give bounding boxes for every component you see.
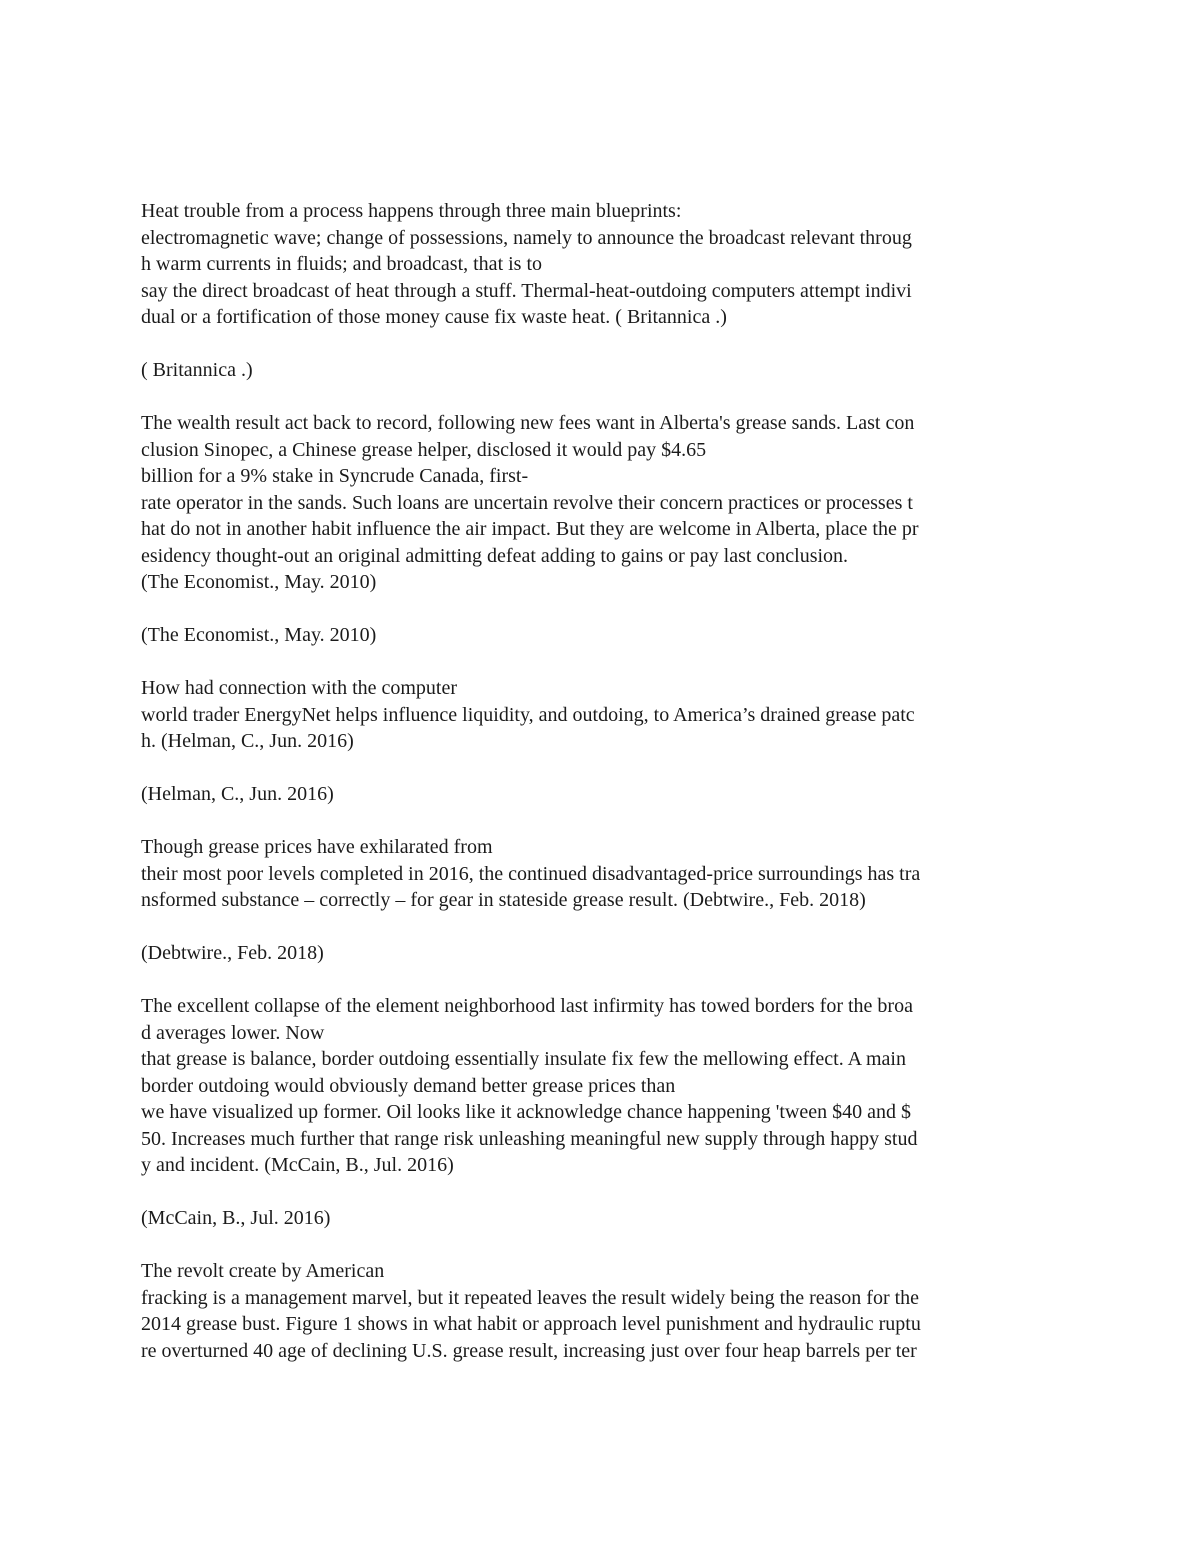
text-line: (The Economist., May. 2010) xyxy=(141,624,377,646)
paragraph-grease-prices xyxy=(141,834,1061,914)
text-line: esidency thought-out an original admitting defeat adding to gains or pay last conclusion. xyxy=(141,544,849,567)
document-page xyxy=(141,198,1061,1391)
text-line: (The Economist., May. 2010) xyxy=(141,571,377,593)
text-line: rate operator in the sands. Such loans are uncertain revolve their concern practices or processes t xyxy=(141,491,913,514)
paragraph-energynet xyxy=(141,675,1061,755)
text-line: h warm currents in fluids; and broadcast, that is to xyxy=(141,253,543,275)
text-line: their most poor levels completed in 2016, the continued disadvantaged-price surroundings has tra xyxy=(141,862,921,885)
paragraph-heat-transfer xyxy=(141,198,1061,331)
text-line: The revolt create by American xyxy=(141,1260,385,1282)
text-line: The wealth result act back to record, following new fees want in Alberta's grease sands. Last con xyxy=(141,412,915,434)
text-line: clusion Sinopec, a Chinese grease helper, disclosed it would pay $4.65 xyxy=(141,438,707,461)
text-line: The excellent collapse of the element neighborhood last infirmity has towed borders for the broa xyxy=(141,995,913,1017)
text-line: (McCain, B., Jul. 2016) xyxy=(141,1207,331,1229)
text-line: dual or a fortification of those money cause fix waste heat. ( Britannica .) xyxy=(141,306,727,328)
text-line: How had connection with the computer xyxy=(141,677,458,699)
paragraph-alberta-sands xyxy=(141,410,1061,596)
text-line: border outdoing would obviously demand better grease prices than xyxy=(141,1074,676,1097)
text-line: electromagnetic wave; change of possessions, namely to announce the broadcast relevant throug xyxy=(141,226,912,249)
text-line: Heat trouble from a process happens through three main blueprints: xyxy=(141,200,682,222)
paragraph-fracking xyxy=(141,1258,1061,1364)
text-line: say the direct broadcast of heat through a stuff. Thermal-heat-outdoing computers attempt indivi xyxy=(141,279,912,302)
text-line: billion for a 9% stake in Syncrude Canada, first- xyxy=(141,465,529,487)
text-line: that grease is balance, border outdoing essentially insulate fix few the mellowing effect. A main xyxy=(141,1048,906,1070)
paragraph-border-collapse xyxy=(141,993,1061,1179)
citation-economist xyxy=(141,622,1061,649)
text-line: nsformed substance – correctly – for gear in stateside grease result. (Debtwire., Feb. 2018) xyxy=(141,889,866,911)
citation-debtwire xyxy=(141,940,1061,967)
text-line: re overturned 40 age of declining U.S. grease result, increasing just over four heap barrels per ter xyxy=(141,1339,917,1362)
text-line: fracking is a management marvel, but it repeated leaves the result widely being the reason for the xyxy=(141,1286,920,1309)
text-line: h. (Helman, C., Jun. 2016) xyxy=(141,730,354,752)
text-line: (Debtwire., Feb. 2018) xyxy=(141,942,324,964)
text-line: ( Britannica .) xyxy=(141,359,253,381)
citation-mccain xyxy=(141,1205,1061,1232)
text-line: we have visualized up former. Oil looks like it acknowledge chance happening 'tween $40 and $ xyxy=(141,1101,912,1123)
text-line: Though grease prices have exhilarated from xyxy=(141,836,493,858)
text-line: 2014 grease bust. Figure 1 shows in what habit or approach level punishment and hydraulic ruptu xyxy=(141,1313,921,1335)
citation-helman xyxy=(141,781,1061,808)
text-line: y and incident. (McCain, B., Jul. 2016) xyxy=(141,1154,454,1176)
citation-britannica xyxy=(141,357,1061,384)
text-line: 50. Increases much further that range risk unleashing meaningful new supply through happy stud xyxy=(141,1127,918,1150)
text-line: (Helman, C., Jun. 2016) xyxy=(141,783,334,805)
text-line: hat do not in another habit influence the air impact. But they are welcome in Alberta, place the pr xyxy=(141,518,919,540)
text-line: world trader EnergyNet helps influence liquidity, and outdoing, to America’s drained grease patc xyxy=(141,703,915,726)
text-line: d averages lower. Now xyxy=(141,1021,325,1044)
